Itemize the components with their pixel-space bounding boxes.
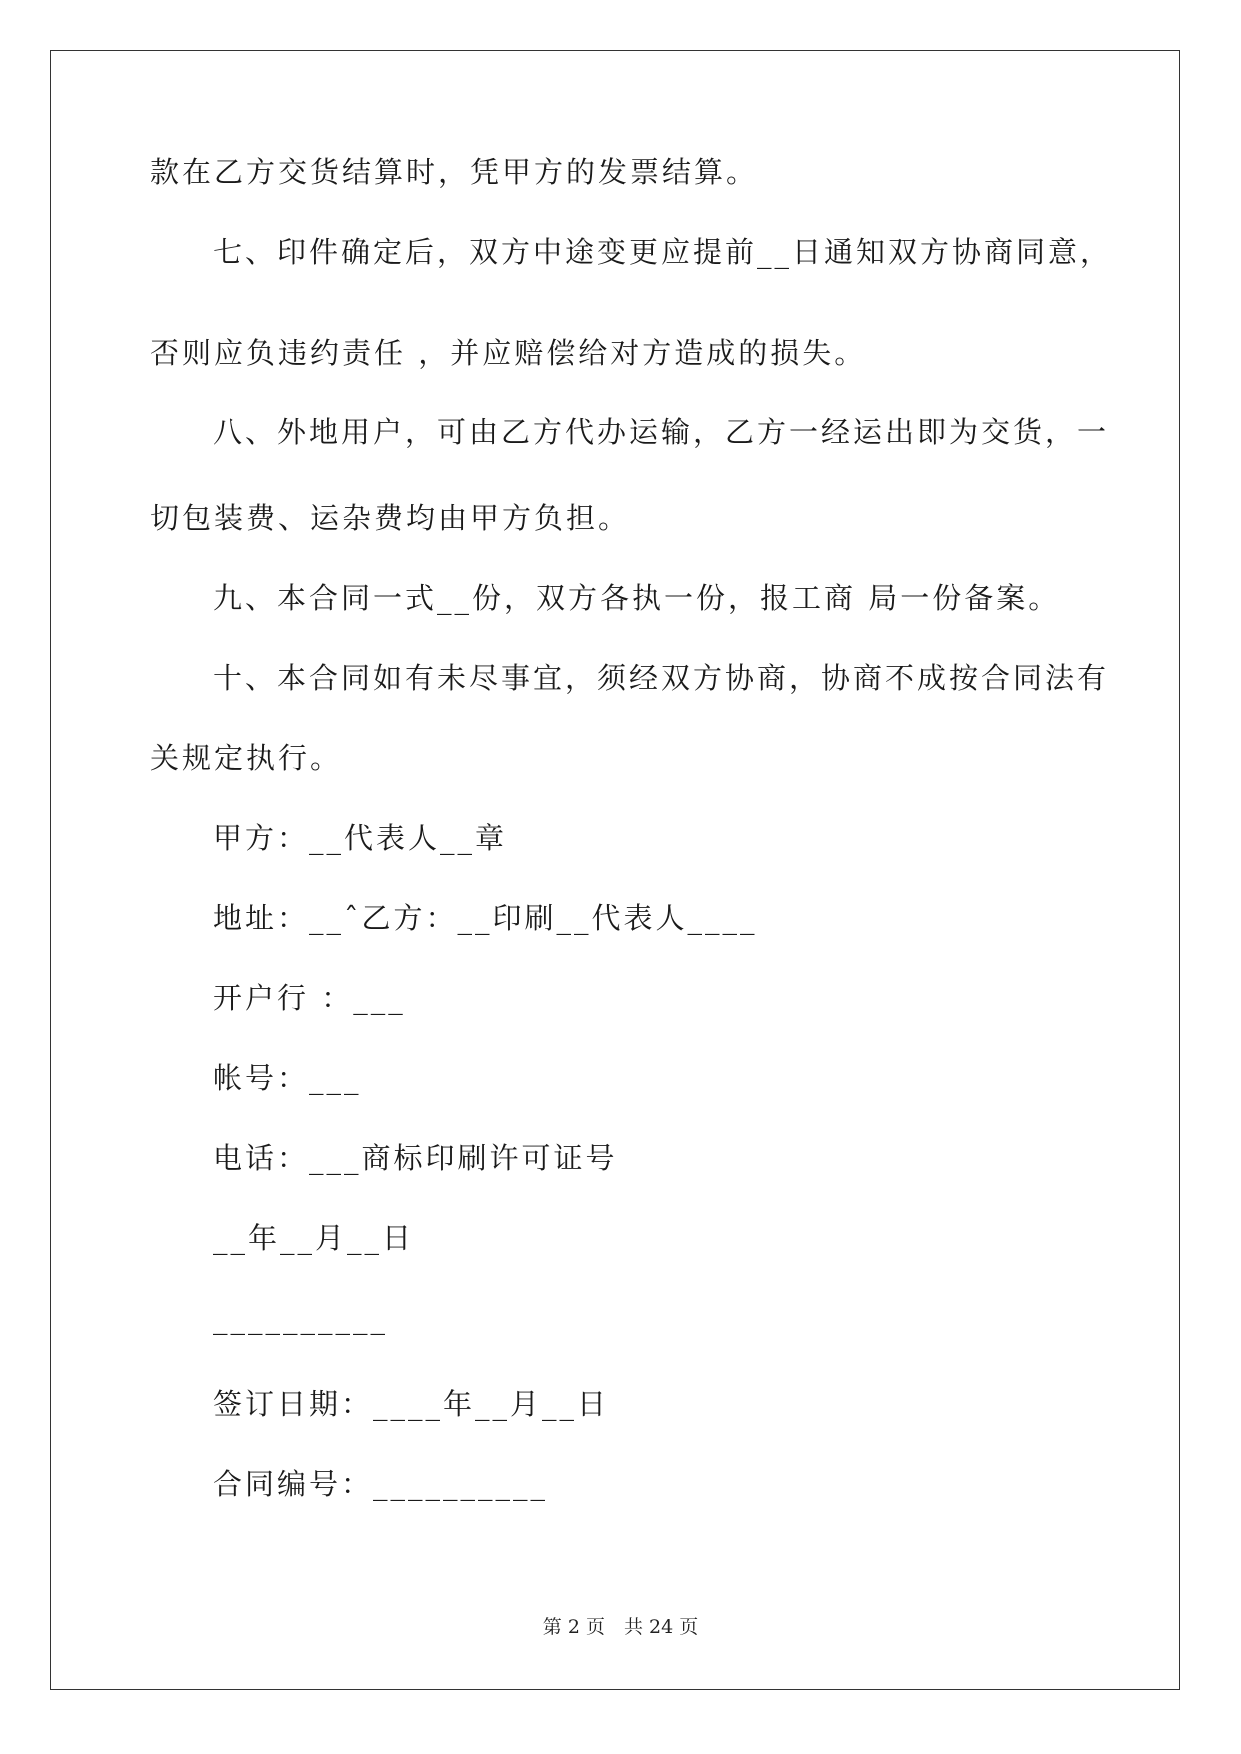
text-line-4: 八、外地用户，可由乙方代办运输，乙方一经运出即为交货，一 (213, 415, 1110, 449)
text-line-1: 款在乙方交货结算时，凭甲方的发票结算。 (150, 155, 759, 189)
text-line-2: 七、印件确定后，双方中途变更应提前__日通知双方协商同意， (213, 235, 1113, 269)
page-border (50, 50, 1180, 1690)
text-line-7: 十、本合同如有未尽事宜，须经双方协商，协商不成按合同法有 (213, 661, 1110, 695)
text-line-17: 合同编号：__________ (213, 1467, 549, 1501)
text-line-9: 甲方：__代表人__章 (213, 821, 508, 855)
text-line-10: 地址：__ˆ乙方：__印刷__代表人____ (213, 901, 758, 935)
text-line-12: 帐号：___ (213, 1061, 362, 1095)
text-line-13: 电话：___商标印刷许可证号 (213, 1141, 618, 1175)
text-line-11: 开户行 ：___ (213, 981, 406, 1015)
text-line-14: __年__月__日 (213, 1221, 415, 1255)
text-line-15: __________ (213, 1301, 388, 1335)
text-line-16: 签订日期：____年__月__日 (213, 1387, 610, 1421)
text-line-5: 切包装费、运杂费均由甲方负担。 (150, 501, 631, 535)
text-line-6: 九、本合同一式__份，双方各执一份，报工商 局一份备案。 (213, 581, 1061, 615)
text-line-3: 否则应负违约责任 ，并应赔偿给对方造成的损失。 (150, 336, 867, 370)
page-number-footer: 第 2 页 共 24 页 (542, 1616, 699, 1638)
text-line-8: 关规定执行。 (150, 741, 343, 775)
